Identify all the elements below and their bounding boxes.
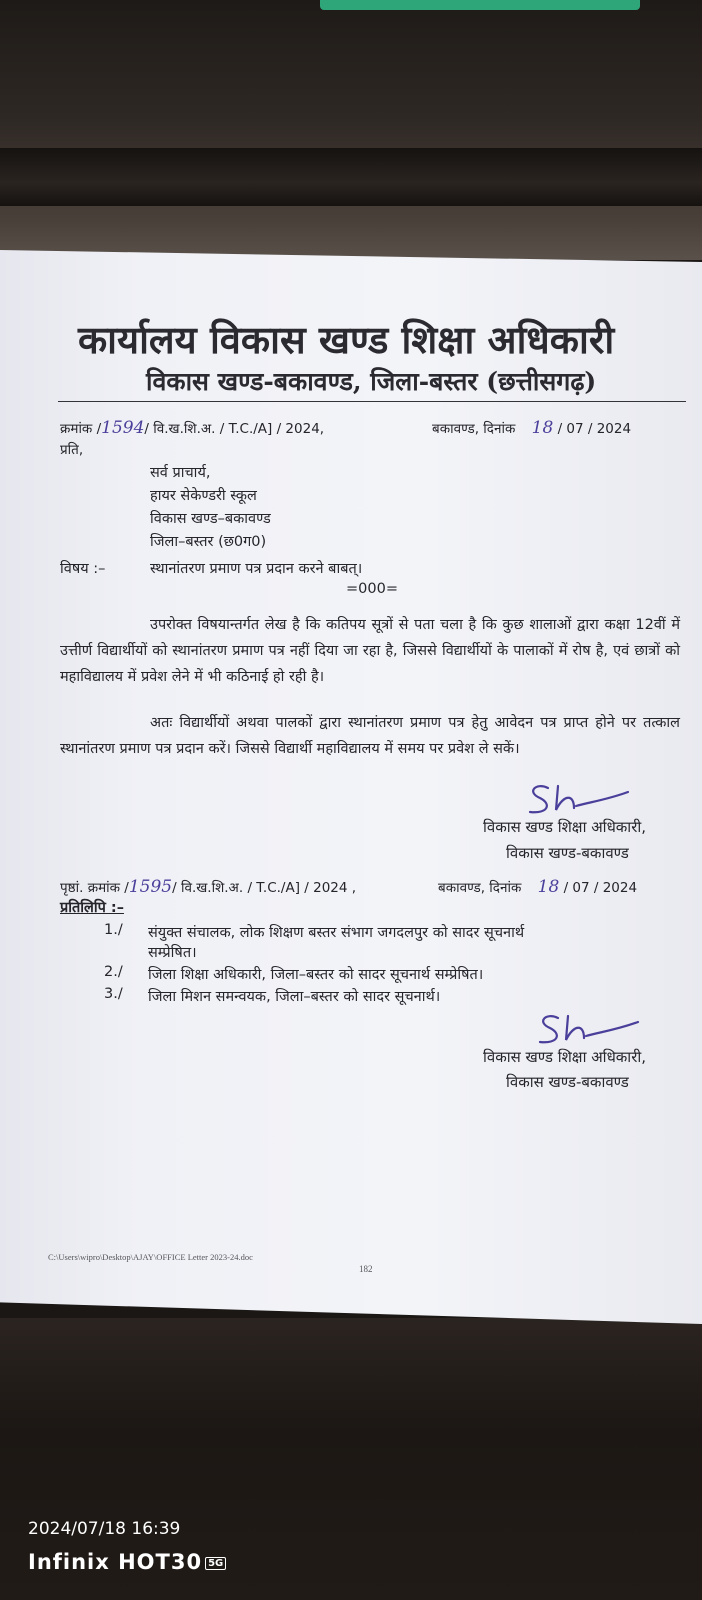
- camera-brand: [28, 1550, 226, 1574]
- subject-text: स्थानांतरण प्रमाण पत्र प्रदान करने बाबत्।: [150, 561, 363, 577]
- network-5g-badge: 5G: [205, 1557, 226, 1570]
- ref-prefix: क्रमांक /: [60, 421, 102, 437]
- signatory-block: विकास खण्ड-बकावण्ड: [506, 844, 629, 862]
- copy-item-text: संयुक्त संचालक, लोक शिक्षण बस्तर संभाग जगदलपुर को सादर सूचनार्थ: [148, 925, 525, 941]
- copy-item-number: 2./: [104, 964, 123, 980]
- signatory-block: विकास खण्ड-बकावण्ड: [506, 1073, 629, 1091]
- subject-label: विषय :–: [60, 561, 106, 577]
- page-number: 182: [359, 1264, 373, 1274]
- endorsement-date: [438, 877, 637, 897]
- endorsement-ref-suffix: / वि.ख.शि.अ. / T.C./A] / 2024 ,: [172, 880, 357, 896]
- date-day: 18: [531, 418, 554, 438]
- office-subtitle: विकास खण्ड-बकावण्ड, जिला-बस्तर (छत्तीसगढ़): [146, 367, 597, 396]
- body-paragraph-1: उपरोक्त विषयान्तर्गत लेख है कि कतिपय सूत्रों से पता चला है कि कुछ शालाओं द्वारा कक्षा 12वीं में उत्तीर्ण विद्यार्थीयों को स्थानांतरण प्रमाण पत्र नहीं दिया जा रहा है, जिससे विद्यार्थीयों के पालाकों में रोष है, एवं छात्रों को महाविद्यालय में प्रवेश लेने में भी कठिनाई हो रही है।: [60, 617, 680, 685]
- file-path: C:\Users\wipro\Desktop\AJAY\OFFICE Letter 2023-24.doc: [48, 1252, 253, 1262]
- copy-item-text: सम्प्रेषित।: [148, 945, 197, 961]
- camera-timestamp: 2024/07/18 16:39: [28, 1519, 181, 1539]
- signature-mark: [528, 1010, 648, 1050]
- recipient-line: सर्व प्राचार्य,: [150, 465, 211, 481]
- copy-item-text: जिला शिक्षा अधिकारी, जिला–बस्तर को सादर सूचनार्थ सम्प्रेषित।: [148, 967, 484, 983]
- copy-item-number: 3./: [104, 986, 123, 1002]
- green-strip: [320, 0, 640, 10]
- date-rest: / 07 / 2024: [557, 421, 632, 437]
- recipient-line: विकास खण्ड–बकावण्ड: [150, 511, 271, 527]
- background-top: [0, 0, 702, 260]
- endorsement-place-date-label: बकावण्ड, दिनांक: [438, 880, 522, 896]
- copy-label: प्रतिलिपि :–: [60, 900, 124, 916]
- camera-brand-name: Infinix HOT30: [28, 1550, 203, 1574]
- endorsement-ref-prefix: पृष्ठां. क्रमांक /: [60, 880, 129, 896]
- recipient-line: हायर सेकेण्डरी स्कूल: [150, 488, 257, 504]
- endorsement-date-rest: / 07 / 2024: [563, 880, 638, 896]
- ref-suffix: / वि.ख.शि.अ. / T.C./A] / 2024,: [144, 421, 325, 437]
- body-paragraph-2: अतः विद्यार्थीयों अथवा पालकों द्वारा स्थानांतरण प्रमाण पत्र हेतु आवेदन पत्र प्राप्त होने पर तत्काल स्थानांतरण प्रमाण पत्र प्रदान करें। जिससे विद्यार्थी महाविद्यालय में समय पर प्रवेश ले सकें।: [60, 715, 680, 757]
- signatory-title: विकास खण्ड शिक्षा अधिकारी,: [483, 818, 646, 836]
- endorsement-reference: [60, 877, 356, 897]
- endorsement-ref-number: 1595: [128, 877, 173, 897]
- copy-item-number: 1./: [104, 922, 123, 938]
- background-band: [0, 148, 702, 206]
- to-label: प्रति,: [60, 442, 84, 458]
- signature-mark: [518, 780, 638, 820]
- copy-item-text: जिला मिशन समन्वयक, जिला–बस्तर को सादर सूचनार्थ।: [148, 989, 441, 1005]
- signatory-title: विकास खण्ड शिक्षा अधिकारी,: [483, 1048, 646, 1066]
- header-rule: [58, 401, 686, 402]
- letter-date: [432, 418, 631, 438]
- separator: =000=: [346, 581, 398, 597]
- endorsement-date-day: 18: [537, 877, 560, 897]
- letter-reference: [60, 418, 324, 438]
- place-date-label: बकावण्ड, दिनांक: [432, 421, 516, 437]
- ref-number: 1594: [101, 418, 145, 438]
- office-title: कार्यालय विकास खण्ड शिक्षा अधिकारी: [78, 317, 615, 362]
- recipient-line: जिला–बस्तर (छ0ग0): [150, 534, 267, 550]
